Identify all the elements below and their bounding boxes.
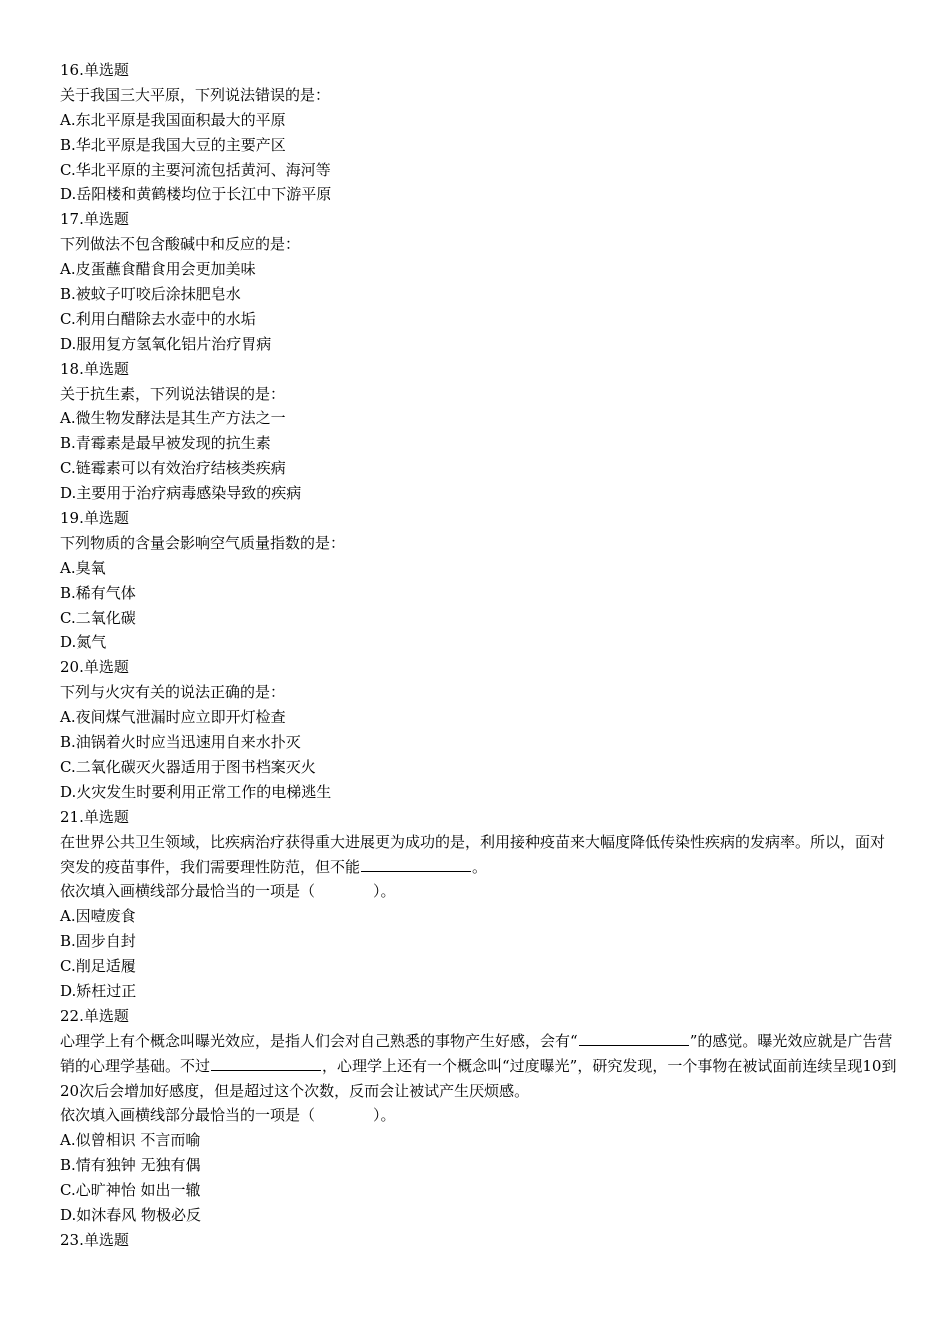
option-d: D.岳阳楼和黄鹤楼均位于长江中下游平原: [60, 185, 332, 204]
option-c: C.心旷神怡 如出一辙: [60, 1181, 201, 1200]
option-d: D.服用复方氢氧化铝片治疗胃病: [60, 334, 272, 353]
option-d: D.火灾发生时要利用正常工作的电梯逃生: [60, 782, 332, 801]
option-c: C.链霉素可以有效治疗结核类疾病: [60, 459, 286, 478]
prompt-text: 依次填入画横线部分最恰当的一项是（: [60, 882, 316, 901]
fill-blank: [211, 1055, 321, 1071]
question-stem: 下列物质的含量会影响空气质量指数的是：: [60, 533, 346, 552]
passage-text: ”的感觉。曝光效应就是广告营销的心理学基础。不过: [60, 1031, 893, 1075]
option-c: C.二氧化碳灭火器适用于图书档案灭火: [60, 757, 316, 776]
prompt-text: ）。: [373, 1106, 396, 1125]
question-prompt: [60, 879, 898, 904]
option-d: D.主要用于治疗病毒感染导致的疾病: [60, 484, 302, 503]
option-a: A.似曾相识 不言而喻: [60, 1131, 201, 1150]
passage-text: ，心理学上还有一个概念叫“过度曝光”，研究发现，一个事物在被试面前连续呈现10到20次后会增加好感度，但是超过这个次数，反而会让被试产生厌烦感。: [60, 1056, 897, 1100]
question-header: 23.单选题: [60, 1230, 129, 1249]
passage-text: 在世界公共卫生领域，比疾病治疗获得重大进展更为成功的是，利用接种疫苗来大幅度降低传染性疾病的发病率。所以，面对突发的疫苗事件，我们需要理性防范，但不能: [60, 832, 886, 876]
option-c: C.华北平原的主要河流包括黄河、海河等: [60, 160, 331, 179]
option-b: B.被蚊子叮咬后涂抹肥皂水: [60, 285, 241, 304]
option-a: A.皮蛋蘸食醋食用会更加美味: [60, 260, 256, 279]
option-b: B.固步自封: [60, 932, 136, 951]
question-passage: [60, 830, 898, 880]
option-b: B.华北平原是我国大豆的主要产区: [60, 135, 286, 154]
question-header: 17.单选题: [60, 210, 129, 229]
question-stem: 关于我国三大平原，下列说法错误的是：: [60, 85, 331, 104]
option-d: D.如沐春风 物极必反: [60, 1206, 202, 1225]
fill-blank: [579, 1030, 689, 1046]
passage-text: 心理学上有个概念叫曝光效应，是指人们会对自己熟悉的事物产生好感，会有“: [60, 1031, 578, 1050]
question-header: 20.单选题: [60, 658, 129, 677]
question-header: 21.单选题: [60, 807, 129, 826]
option-a: A.臭氧: [60, 558, 106, 577]
question-header: 19.单选题: [60, 509, 129, 528]
question-header: 22.单选题: [60, 1006, 129, 1025]
option-c: C.利用白醋除去水壶中的水垢: [60, 309, 256, 328]
question-stem: 关于抗生素，下列说法错误的是：: [60, 384, 286, 403]
passage-text: 。: [472, 857, 488, 876]
question-header: 16.单选题: [60, 61, 129, 79]
prompt-text: ）。: [373, 882, 396, 901]
option-c: C.二氧化碳: [60, 608, 136, 627]
option-d: D.矫枉过正: [60, 981, 137, 1000]
option-b: B.稀有气体: [60, 583, 136, 602]
option-c: C.削足适履: [60, 957, 136, 976]
fill-blank: [361, 856, 471, 872]
option-a: A.微生物发酵法是其生产方法之一: [60, 409, 286, 428]
option-a: A.东北平原是我国面积最大的平原: [60, 110, 286, 129]
option-a: A.夜间煤气泄漏时应立即开灯检查: [60, 708, 286, 727]
prompt-text: 依次填入画横线部分最恰当的一项是（: [60, 1106, 316, 1125]
option-a: A.因噎废食: [60, 907, 136, 926]
option-b: B.油锅着火时应当迅速用自来水扑灭: [60, 733, 301, 752]
option-b: B.青霉素是最早被发现的抗生素: [60, 434, 271, 453]
question-header: 18.单选题: [60, 359, 129, 378]
option-d: D.氮气: [60, 633, 107, 652]
question-prompt: [60, 1103, 898, 1128]
question-stem: 下列与火灾有关的说法正确的是：: [60, 683, 286, 702]
question-passage: [60, 1029, 898, 1104]
option-b: B.情有独钟 无独有偶: [60, 1156, 201, 1175]
document-page: [60, 58, 898, 1253]
question-stem: 下列做法不包含酸碱中和反应的是：: [60, 235, 301, 254]
